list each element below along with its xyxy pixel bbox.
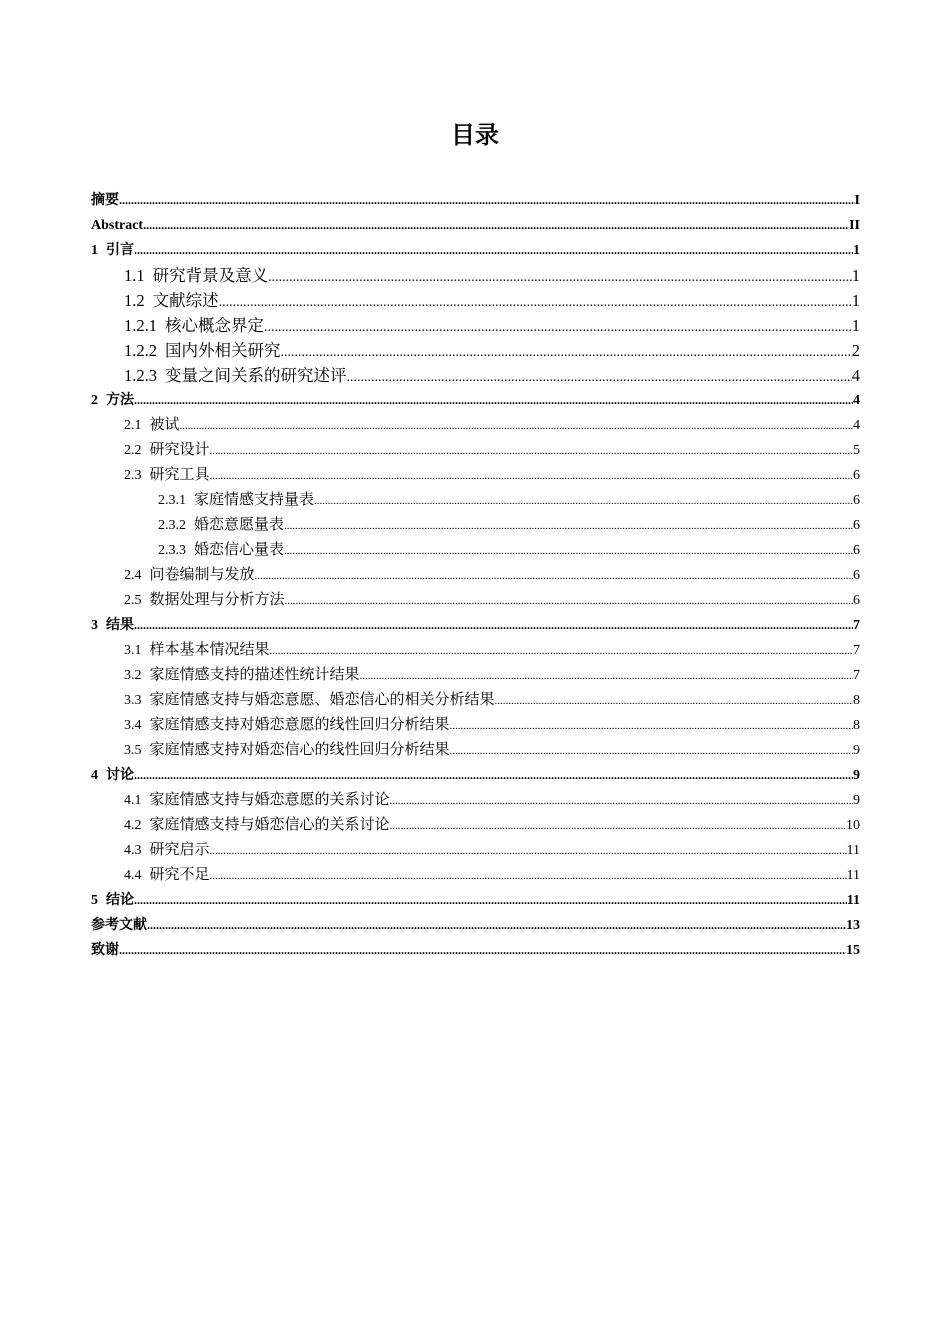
toc-page-number: I [854,193,860,208]
toc-dot-leader [285,589,853,613]
toc-dot-leader [314,489,853,513]
toc-page-number: 9 [853,768,860,783]
toc-entry-number: 2 [91,393,98,408]
toc-entry-label: 婚恋意愿量表 [194,517,285,533]
toc-dot-leader [180,414,853,438]
toc-entry[interactable] [91,788,860,813]
toc-page-number: 6 [853,543,860,558]
toc-entry-number: 4.4 [124,868,142,883]
toc-page-number: 7 [853,643,860,658]
toc-entry-number: 4.3 [124,843,142,858]
toc-entry-label: 研究不足 [149,867,210,883]
toc-entry-number: 2.1 [124,418,142,433]
toc-page-number: 1 [851,291,860,310]
toc-dot-leader [119,938,846,963]
toc-list [91,188,860,963]
toc-dot-leader [390,814,846,838]
toc-entry-label: 研究背景及意义 [152,266,269,285]
toc-page-number: 6 [853,493,860,508]
toc-page-number: 7 [853,618,860,633]
toc-page-number: 9 [853,743,860,758]
toc-entry-number: 2.2 [124,443,142,458]
toc-entry[interactable] [91,763,860,788]
toc-dot-leader [284,514,853,538]
toc-dot-leader [219,290,852,313]
toc-entry-number: 3 [91,618,98,633]
toc-entry-label: 家庭情感支持对婚恋信心的线性回归分析结果 [149,742,450,758]
toc-entry-label: 家庭情感支持的描述性统计结果 [149,667,360,683]
toc-entry[interactable] [91,863,860,888]
toc-entry-label: 研究设计 [149,442,210,458]
toc-page-number: 1 [851,266,860,285]
toc-entry-label: 问卷编制与发放 [149,567,255,583]
toc-page-number: 4 [853,393,860,408]
toc-dot-leader [264,315,852,338]
toc-entry-label: 家庭情感支持与婚恋意愿的关系讨论 [149,792,390,808]
toc-page-number: II [849,218,860,233]
toc-entry-number: 4.2 [124,818,142,833]
toc-entry[interactable] [91,663,860,688]
toc-dot-leader [134,888,847,913]
toc-entry-label: 家庭情感支持与婚恋意愿、婚恋信心的相关分析结果 [149,692,495,708]
toc-entry-label: 研究启示 [149,842,210,858]
toc-entry[interactable] [91,688,860,713]
toc-dot-leader [143,213,849,238]
toc-entry[interactable] [91,613,860,638]
toc-dot-leader [360,664,853,688]
toc-dot-leader [210,439,853,463]
toc-entry-number: 2.3.1 [158,493,186,508]
toc-entry-number: 2.4 [124,568,142,583]
toc-page-number: 1 [853,243,860,258]
toc-entry-label: 摘要 [91,192,119,208]
toc-dot-leader [210,464,853,488]
toc-entry[interactable] [91,913,860,938]
toc-page-number: 15 [846,943,860,958]
toc-entry[interactable] [91,588,860,613]
toc-entry[interactable] [91,838,860,863]
toc-entry-label: 样本基本情况结果 [149,642,270,658]
toc-entry[interactable] [91,713,860,738]
toc-page-number: 9 [853,793,860,808]
toc-entry-label: 变量之间关系的研究述评 [165,366,347,385]
toc-entry-number: 1.1 [124,266,145,285]
toc-page-number: 4 [851,366,860,385]
toc-dot-leader [450,739,853,763]
toc-dot-leader [147,913,846,938]
toc-entry-label: 核心概念界定 [165,316,264,335]
toc-entry-number: 2.3.3 [158,543,186,558]
toc-dot-leader [450,714,853,738]
toc-dot-leader [134,613,853,638]
toc-entry-number: 4.1 [124,793,142,808]
toc-entry[interactable] [91,938,860,963]
toc-page-number: 11 [846,868,860,883]
toc-entry[interactable] [91,188,860,213]
toc-dot-leader [281,340,852,363]
toc-entry-number: 3.3 [124,693,142,708]
toc-entry-label: 研究工具 [149,467,210,483]
toc-dot-leader [134,763,853,788]
toc-page-number: 6 [853,468,860,483]
toc-entry-label: 家庭情感支持对婚恋意愿的线性回归分析结果 [149,717,450,733]
toc-page-number: 11 [846,843,860,858]
toc-entry[interactable] [91,463,860,488]
toc-page-number: 4 [853,418,860,433]
toc-dot-leader [210,839,847,863]
toc-page-number: 2 [851,341,860,360]
toc-page-number: 13 [846,918,860,933]
toc-entry[interactable] [91,488,860,513]
toc-page-number: 7 [853,668,860,683]
toc-page-number: 5 [853,443,860,458]
toc-entry-number: 3.4 [124,718,142,733]
toc-entry[interactable] [91,363,860,388]
toc-dot-leader [134,388,853,413]
toc-entry-number: 2.3 [124,468,142,483]
toc-entry-label: 结果 [106,617,134,633]
toc-entry[interactable] [91,738,860,763]
toc-entry-label: 结论 [106,892,134,908]
toc-entry-label: 方法 [106,392,134,408]
toc-entry[interactable] [91,513,860,538]
toc-entry[interactable] [91,563,860,588]
toc-entry-number: 1.2.3 [124,366,157,385]
toc-entry-number: 3.2 [124,668,142,683]
toc-entry-label: 数据处理与分析方法 [149,592,285,608]
toc-entry-number: 5 [91,893,98,908]
toc-entry-number: 2.5 [124,593,142,608]
toc-entry-label: 国内外相关研究 [165,341,281,360]
toc-page-number: 6 [853,568,860,583]
toc-page-number: 8 [853,718,860,733]
toc-dot-leader [390,789,853,813]
toc-entry-number: 2.3.2 [158,518,186,533]
toc-entry-label: 被试 [149,417,180,433]
toc-dot-leader [119,188,855,213]
toc-title: 目录 [451,121,499,149]
toc-entry-label: 家庭情感支持量表 [194,492,315,508]
toc-entry[interactable] [91,888,860,913]
toc-entry[interactable] [91,238,860,263]
toc-entry[interactable] [91,338,860,363]
toc-dot-leader [347,365,852,388]
toc-dot-leader [210,864,847,888]
toc-entry-label: 文献综述 [152,291,219,310]
toc-entry-number: 3.1 [124,643,142,658]
toc-dot-leader [268,265,852,288]
toc-entry[interactable] [91,288,860,313]
toc-dot-leader [134,238,853,263]
toc-entry[interactable] [91,263,860,288]
toc-entry-number: 1.2.2 [124,341,157,360]
toc-page-number: 1 [851,316,860,335]
toc-entry[interactable] [91,388,860,413]
toc-entry[interactable] [91,213,860,238]
toc-entry-number: 1 [91,243,98,258]
toc-entry[interactable] [91,638,860,663]
toc-page-number: 8 [853,693,860,708]
toc-entry-number: 1.2.1 [124,316,157,335]
toc-dot-leader [270,639,853,663]
toc-entry-label: 参考文献 [91,917,147,933]
toc-entry-label: 致谢 [91,942,119,958]
toc-dot-leader [284,539,853,563]
toc-entry[interactable] [91,413,860,438]
toc-page-number: 10 [846,818,860,833]
toc-page-number: 6 [853,593,860,608]
toc-entry[interactable] [91,313,860,338]
toc-dot-leader [495,689,853,713]
toc-page-number: 6 [853,518,860,533]
toc-entry-label: 家庭情感支持与婚恋信心的关系讨论 [149,817,390,833]
toc-dot-leader [255,564,853,588]
toc-entry-label: 婚恋信心量表 [194,542,285,558]
toc-entry-number: 1.2 [124,291,145,310]
toc-entry-label: 引言 [106,242,134,258]
toc-entry-number: 3.5 [124,743,142,758]
toc-entry-number: 4 [91,768,98,783]
toc-entry[interactable] [91,438,860,463]
toc-entry-label: 讨论 [106,767,134,783]
toc-entry[interactable] [91,538,860,563]
toc-page-number: 11 [846,893,860,908]
toc-entry[interactable] [91,813,860,838]
toc-entry-label: Abstract [91,218,144,233]
